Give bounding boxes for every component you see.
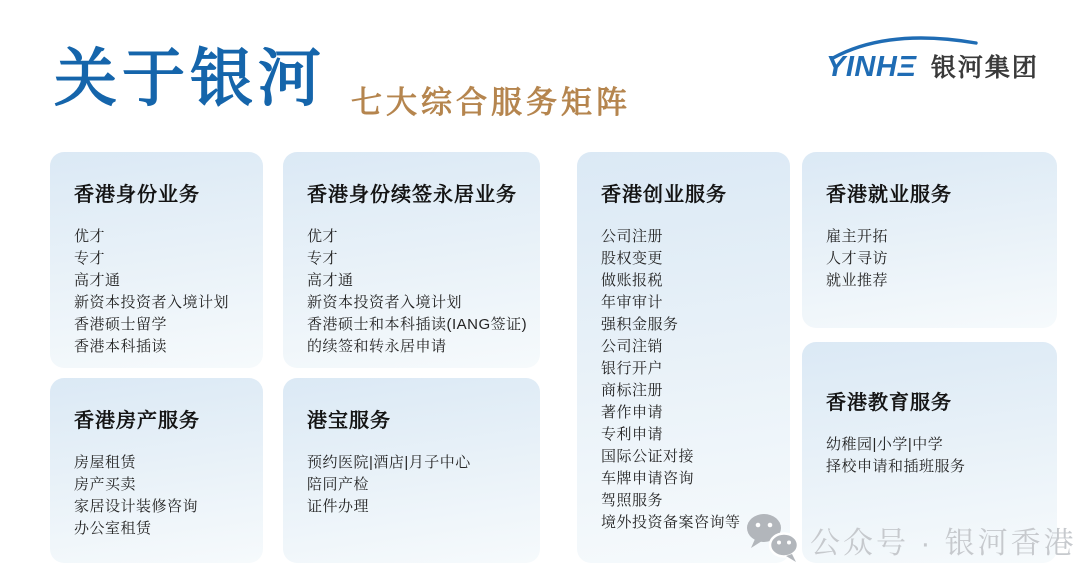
service-item: 香港本科插读	[74, 338, 168, 355]
card-items	[307, 226, 528, 358]
page-title: 关于银河	[54, 44, 326, 114]
service-item: 家居设计装修咨询	[74, 498, 199, 515]
service-item: 公司注册	[601, 228, 664, 245]
logo-text-row	[826, 48, 1039, 84]
service-item: 商标注册	[601, 382, 664, 399]
card-title: 香港创业服务	[601, 184, 727, 206]
service-item: 房产买卖	[74, 476, 137, 493]
service-item: 高才通	[307, 272, 354, 289]
service-item: 新资本投资者入境计划	[74, 294, 230, 311]
card-items	[601, 226, 772, 534]
service-item: 就业推荐	[826, 272, 889, 289]
card-title: 香港身份业务	[74, 184, 200, 206]
service-item: 专才	[307, 250, 339, 267]
service-item: 办公室租赁	[74, 520, 152, 537]
service-item: 新资本投资者入境计划	[307, 294, 463, 311]
service-item: 香港硕士和本科插读(IANG签证)	[307, 316, 528, 333]
logo-wordmark: YINHΞ	[826, 51, 917, 83]
card-hk-property-services	[50, 378, 263, 563]
watermark-label: 公众号 · 银河香港	[810, 527, 1077, 560]
service-item: 银行开户	[601, 360, 664, 377]
yinhe-logo	[826, 30, 1066, 86]
wechat-icon	[744, 511, 802, 570]
card-title: 香港就业服务	[826, 184, 952, 206]
card-title: 香港身份续签永居业务	[307, 184, 517, 206]
service-item: 优才	[307, 228, 339, 245]
service-item: 专才	[74, 250, 106, 267]
card-hk-startup-services	[577, 152, 790, 563]
card-items	[826, 226, 1039, 292]
service-item: 幼稚园|小学|中学	[826, 436, 944, 453]
card-items	[74, 226, 245, 358]
service-item: 著作申请	[601, 404, 664, 421]
service-item: 公司注销	[601, 338, 664, 355]
service-item: 雇主开拓	[826, 228, 889, 245]
card-title: 香港房产服务	[74, 410, 200, 432]
service-item: 择校申请和插班服务	[826, 458, 966, 475]
service-item: 境外投资备案咨询等	[601, 514, 741, 531]
card-hk-identity	[50, 152, 263, 368]
card-items	[826, 434, 1039, 478]
service-item: 做账报税	[601, 272, 664, 289]
logo-company-name: 银河集团	[930, 54, 1039, 82]
service-item: 股权变更	[601, 250, 664, 267]
card-hk-renewal-permanent-residence	[283, 152, 540, 368]
card-title: 港宝服务	[307, 410, 391, 432]
service-item: 国际公证对接	[601, 448, 695, 465]
card-items	[74, 452, 245, 540]
service-item: 优才	[74, 228, 106, 245]
service-item: 人才寻访	[826, 250, 889, 267]
service-item: 预约医院|酒店|月子中心	[307, 454, 471, 471]
wechat-watermark	[744, 512, 1077, 568]
card-title: 香港教育服务	[826, 392, 952, 414]
card-hk-employment-services	[802, 152, 1057, 328]
service-item: 高才通	[74, 272, 121, 289]
service-item: 的续签和转永居申请	[307, 338, 447, 355]
service-item: 驾照服务	[601, 492, 664, 509]
service-item: 香港硕士留学	[74, 316, 168, 333]
service-item: 房屋租赁	[74, 454, 137, 471]
service-item: 年审审计	[601, 294, 664, 311]
card-items	[307, 452, 522, 518]
service-item: 强积金服务	[601, 316, 679, 333]
service-item: 证件办理	[307, 498, 370, 515]
card-hk-baby-services	[283, 378, 540, 563]
service-item: 车牌申请咨询	[601, 470, 695, 487]
page-subtitle: 七大综合服务矩阵	[351, 85, 631, 120]
service-item: 陪同产检	[307, 476, 370, 493]
service-item: 专利申请	[601, 426, 664, 443]
